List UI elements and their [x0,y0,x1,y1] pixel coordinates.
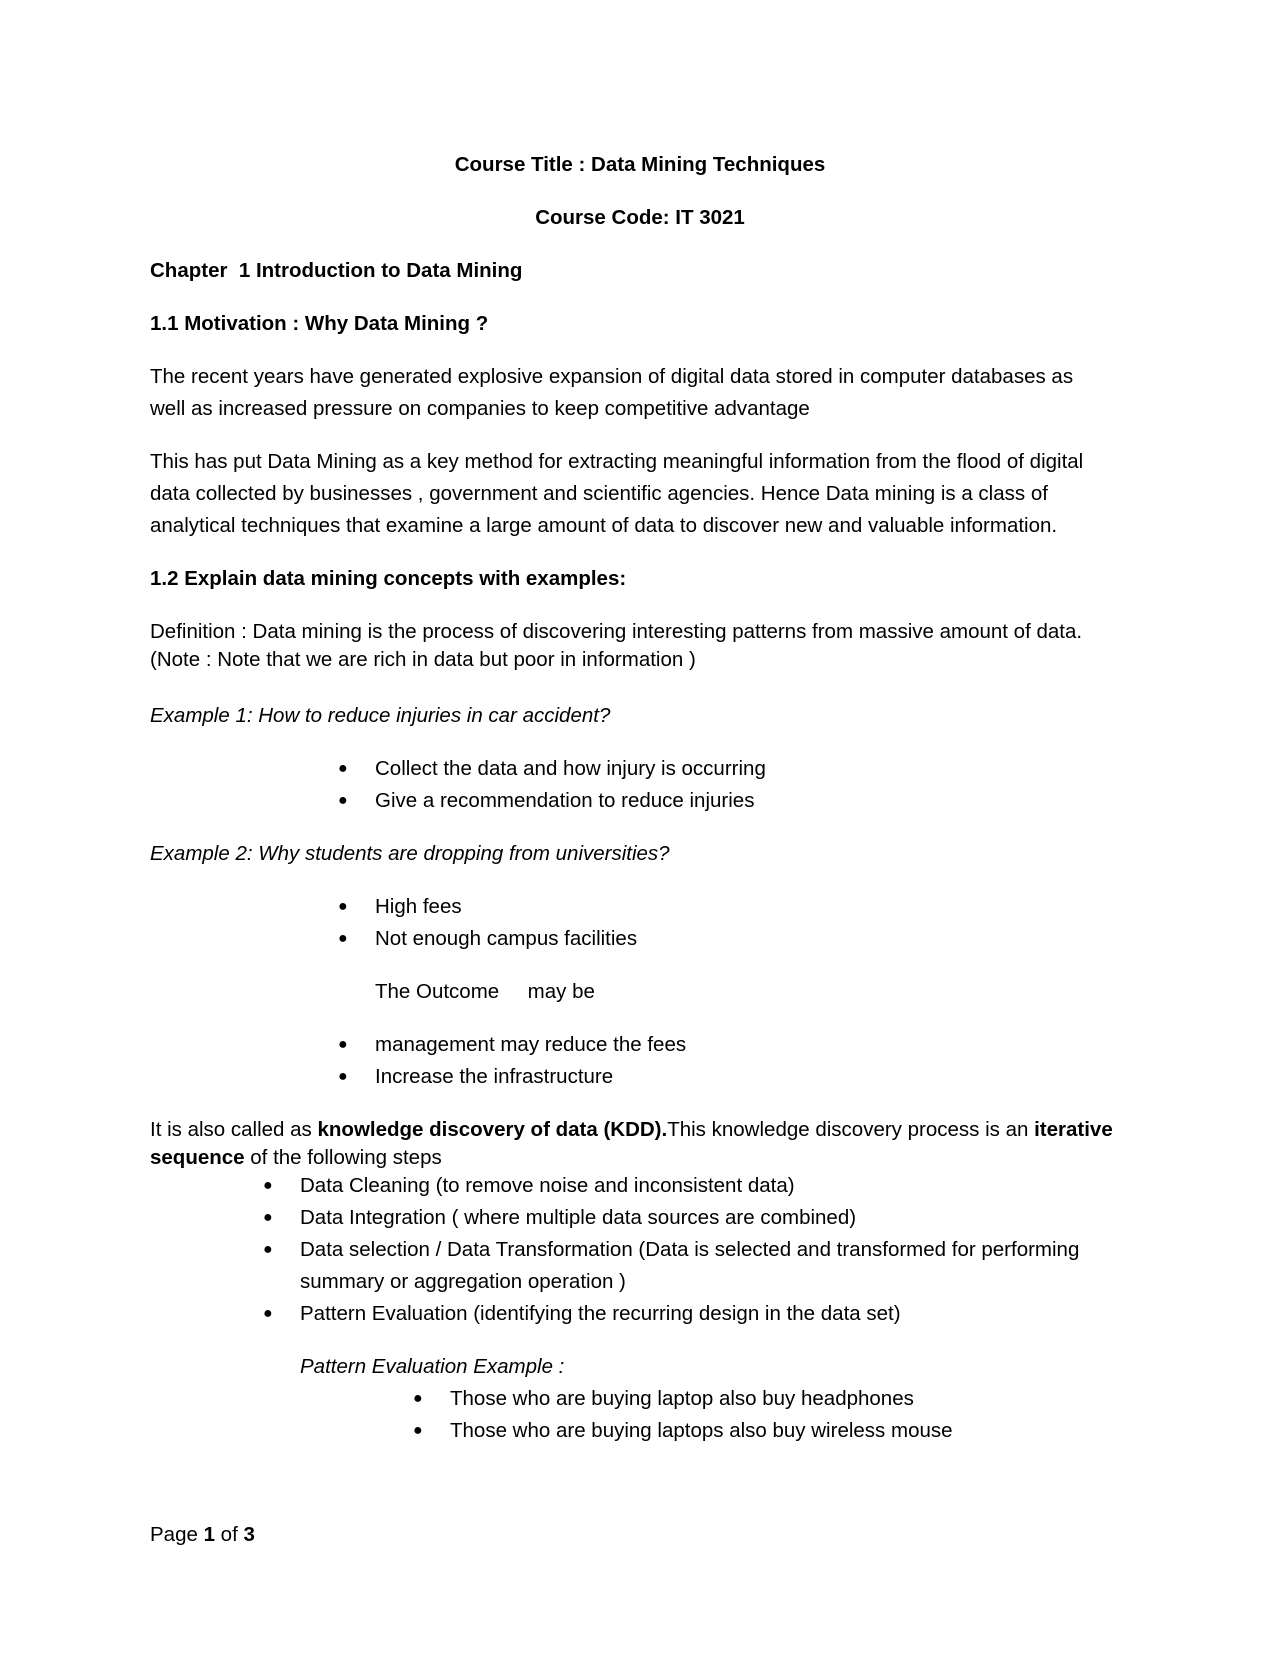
list-item: Collect the data and how injury is occurring [375,757,766,780]
paragraph-line: analytical techniques that examine a large amount of data to discover new and valuable information. [150,514,1058,537]
bullet-icon: ● [338,760,348,777]
page-prefix: Page [150,1523,204,1546]
page-number [150,1519,255,1551]
list-item: management may reduce the fees [375,1033,687,1056]
definition-note: (Note : Note that we are rich in data but poor in information ) [150,648,696,671]
chapter-title: Chapter 1 Introduction to Data Mining [150,259,523,282]
example-1-title: Example 1: How to reduce injuries in car accident? [150,704,611,727]
bullet-icon: ● [413,1422,423,1439]
pattern-example-item: Those who are buying laptop also buy headphones [450,1387,914,1410]
page-total: 3 [243,1523,255,1546]
paragraph-line: well as increased pressure on companies to keep competitive advantage [150,397,810,420]
definition-line: Definition : Data mining is the process of discovering interesting patterns from massive amount of data. [150,620,1083,643]
pattern-example-item: Those who are buying laptops also buy wireless mouse [450,1419,953,1442]
page-current: 1 [203,1523,215,1546]
kdd-step: Data Integration ( where multiple data sources are combined) [300,1206,857,1229]
list-item: Increase the infrastructure [375,1065,614,1088]
bullet-icon: ● [263,1209,273,1226]
kdd-line2-rest: of the following steps [244,1146,442,1169]
page-mid: of [214,1523,244,1546]
bullet-icon: ● [338,1036,348,1053]
list-item: Give a recommendation to reduce injuries [375,789,755,812]
section-1-2-heading: 1.2 Explain data mining concepts with examples: [150,567,627,590]
bullet-icon: ● [263,1177,273,1194]
paragraph-line: The recent years have generated explosive expansion of digital data stored in computer databases as [150,365,1074,388]
pattern-example-title: Pattern Evaluation Example : [300,1355,565,1378]
kdd-step-continuation: summary or aggregation operation ) [300,1270,626,1293]
paragraph-line: data collected by businesses , government and scientific agencies. Hence Data mining is a class of [150,482,1048,505]
bullet-icon: ● [338,1068,348,1085]
section-1-1-heading: 1.1 Motivation : Why Data Mining ? [150,312,489,335]
kdd-intro-mid: This knowledge discovery process is an [667,1118,1035,1141]
bullet-icon: ● [263,1241,273,1258]
bullet-icon: ● [338,898,348,915]
course-title: Course Title : Data Mining Techniques [454,153,826,176]
list-item: Not enough campus facilities [375,927,638,950]
outcome-label: The Outcome may be [375,980,595,1003]
bullet-icon: ● [413,1390,423,1407]
bullet-icon: ● [338,930,348,947]
course-code: Course Code: IT 3021 [535,206,745,229]
example-2-title: Example 2: Why students are dropping from universities? [150,842,670,865]
kdd-sequence: sequence [150,1146,245,1169]
kdd-step: Pattern Evaluation (identifying the recurring design in the data set) [300,1302,901,1325]
kdd-term: knowledge discovery of data (KDD). [317,1118,668,1141]
kdd-intro-prefix: It is also called as [150,1118,318,1141]
list-item: High fees [375,895,462,918]
paragraph-line: This has put Data Mining as a key method for extracting meaningful information from the flood of digital [150,450,1084,473]
bullet-icon: ● [338,792,348,809]
kdd-step: Data Cleaning (to remove noise and inconsistent data) [300,1174,795,1197]
bullet-icon: ● [263,1305,273,1322]
kdd-step: Data selection / Data Transformation (Data is selected and transformed for performing [300,1238,1080,1261]
kdd-iterative: iterative [1034,1118,1113,1141]
